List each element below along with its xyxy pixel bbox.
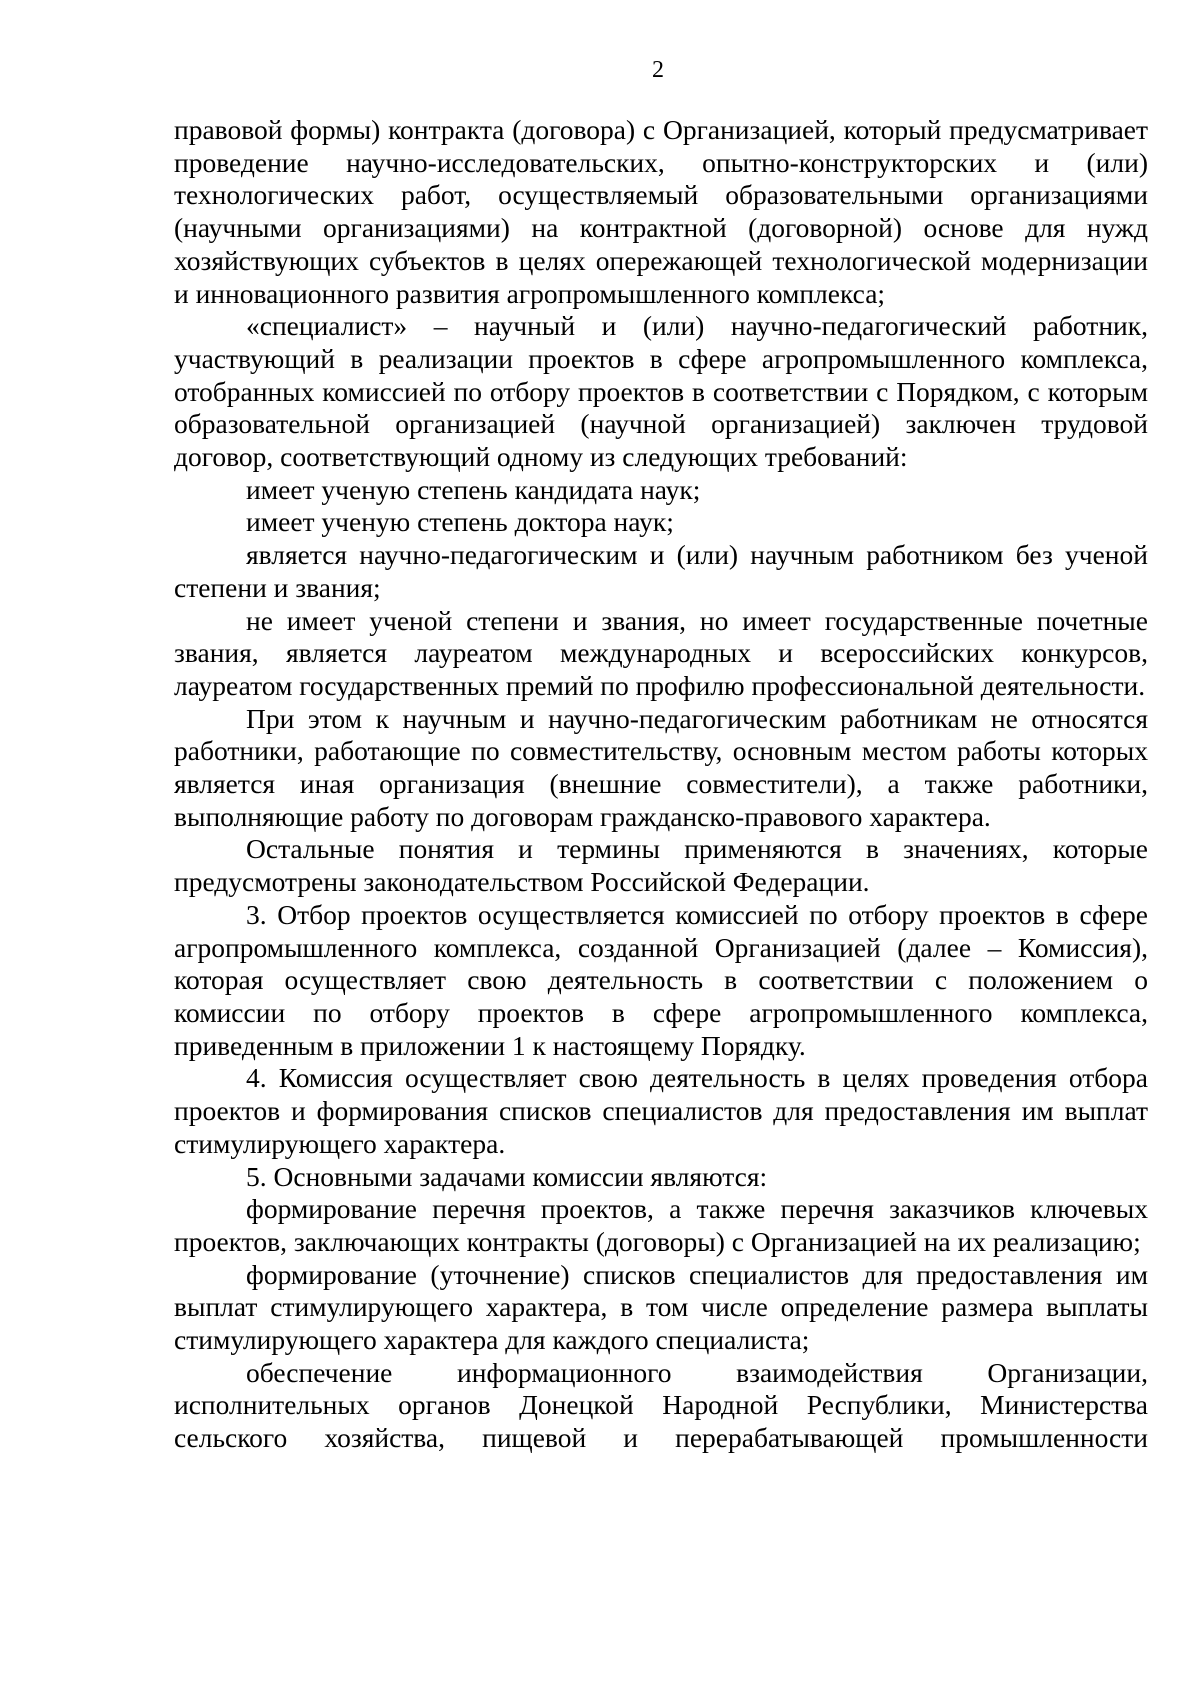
paragraph-item-4: 4. Комиссия осуществляет свою деятельность в целях проведения отбора проектов и формирования списков специалистов для предоставления им выплат стимулирующего характера. (174, 1062, 1148, 1159)
document-body (174, 114, 1148, 1455)
page-number: 2 (652, 57, 664, 83)
paragraph-contract-definition-continuation: правовой формы) контракта (договора) с Организацией, который предусматривает проведение научно-исследовательских, опытно-конструкторских и (или) технологических работ, осуществляемый образовательными организациями (научными организациями) на контрактной (договорной) основе для нужд хозяйствующих субъектов в целях опережающей технологической модернизации и инновационного развития агропромышленного комплекса; (174, 114, 1148, 309)
paragraph-specialist-definition: «специалист» – научный и (или) научно-педагогический работник, участвующий в реализации проектов в сфере агропромышленного комплекса, отобранных комиссией по отбору проектов в соответствии с Порядком, с которым образовательной организацией (научной организацией) заключен трудовой договор, соответствующий одному из следующих требований: (174, 310, 1148, 473)
paragraph-task-information-exchange: обеспечение информационного взаимодействия Организации, исполнительных органов Донецкой Народной Республики, Министерства сельского хозяйства, пищевой и перерабатывающей промышленности (174, 1356, 1148, 1454)
paragraph-requirement-candidate: имеет ученую степень кандидата наук; (246, 473, 701, 505)
paragraph-item-5: 5. Основными задачами комиссии являются: (246, 1160, 768, 1192)
paragraph-task-project-list: формирование перечня проектов, а также перечня заказчиков ключевых проектов, заключающих контракты (договоры) с Организацией на их реализацию; (174, 1193, 1148, 1257)
paragraph-requirement-doctor: имеет ученую степень доктора наук; (246, 506, 674, 538)
paragraph-item-3: 3. Отбор проектов осуществляется комиссией по отбору проектов в сфере агропромышленного комплекса, созданной Организацией (далее – Комиссия), которая осуществляет свою деятельность в соответствии с положением о комиссии по отбору проектов в сфере агропромышленного комплекса, приведенным в приложении 1 к настоящему Порядку. (174, 898, 1148, 1061)
paragraph-exclusions: При этом к научным и научно-педагогическим работникам не относятся работники, работающие по совместительству, основным местом работы которых является иная организация (внешние совместители), а также работники, выполняющие работу по договорам гражданско-правового характера. (174, 702, 1148, 832)
paragraph-requirement-no-degree: является научно-педагогическим и (или) научным работником без ученой степени и звания; (174, 539, 1148, 603)
paragraph-requirement-honorary: не имеет ученой степени и звания, но имеет государственные почетные звания, является лауреатом международных и всероссийских конкурсов, лауреатом государственных премий по профилю профессиональной деятельности. (174, 604, 1148, 701)
paragraph-other-terms: Остальные понятия и термины применяются в значениях, которые предусмотрены законодательством Российской Федерации. (174, 833, 1148, 898)
paragraph-task-specialist-lists: формирование (уточнение) списков специалистов для предоставления им выплат стимулирующего характера, в том числе определение размера выплаты стимулирующего характера для каждого специалиста; (174, 1258, 1148, 1356)
